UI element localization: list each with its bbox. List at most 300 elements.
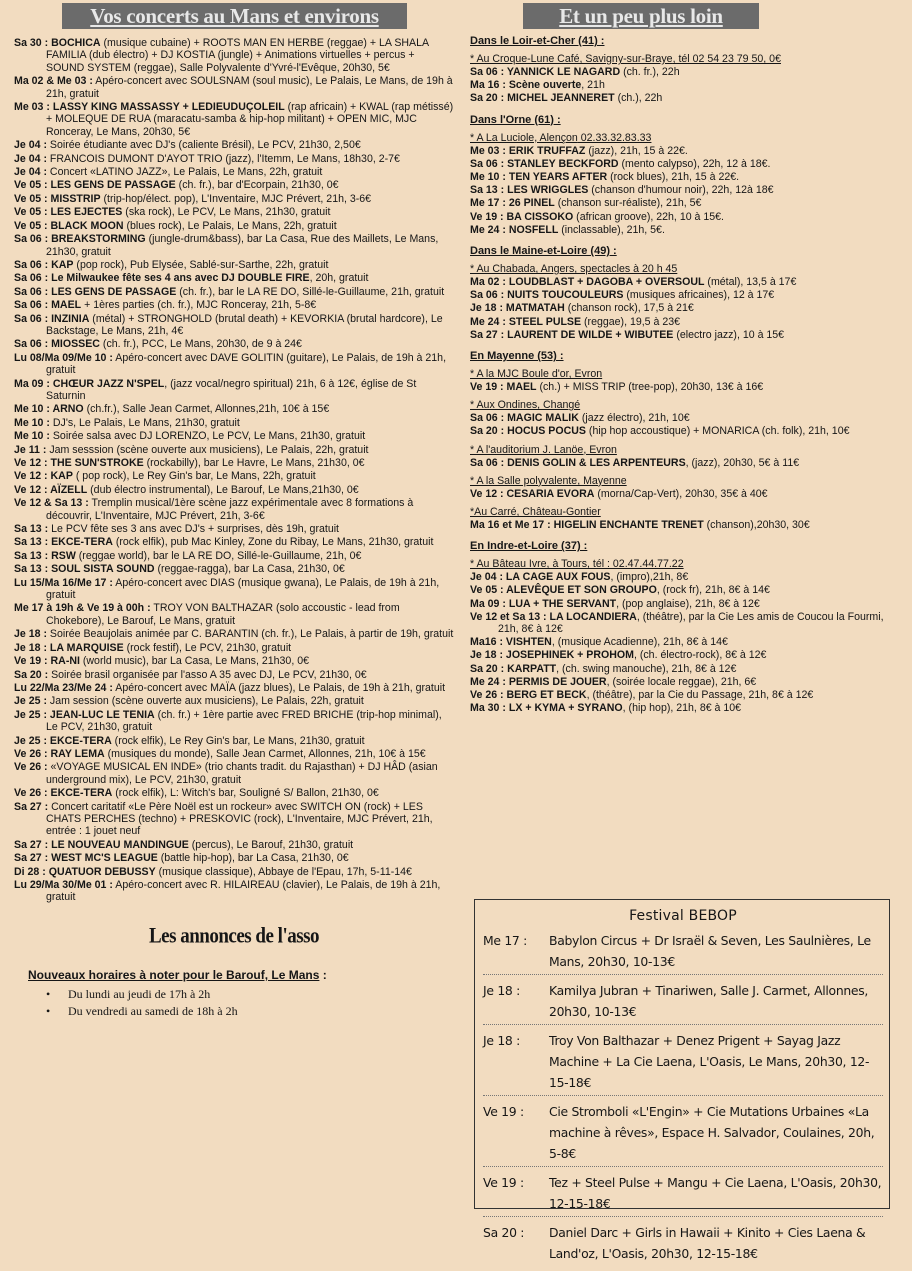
entry-details: Soirée brasil organisée par l'asso A 35 avec DJ, Le PCV, 21h30, 0€	[48, 668, 367, 681]
entry-details: (jungle-drum&bass), bar La Casa, Rue des Maillets, Le Mans, 21h30, gratuit	[46, 233, 439, 258]
entry-details: (musique cubaine) + ROOTS MAN EN HERBE (reggae) + LA SHALA FAMILIA (dub électro) + DJ KOSTIA (jungle) + Animations virtuelles + percus + SOUND SYSTEM (reggae), Salle Polyvalente d'Yvré-l'Evêque, 20h30, 5€	[46, 37, 429, 74]
entry-date-artist: Sa 06 : DENIS GOLIN & LES ARPENTEURS	[470, 456, 686, 469]
entry-details: (rock festif), Le PCV, 21h30, gratuit	[123, 641, 292, 654]
annonce-list	[14, 986, 454, 1020]
region-section	[470, 114, 900, 236]
entry-date-artist: Sa 30 : BOCHICA	[14, 37, 101, 49]
entry-details: , (jazz vocal/negro spiritual) 21h, 6 à 12€, église de St Saturnin	[46, 377, 417, 402]
festival-entry	[483, 1030, 883, 1096]
entry-details: Apéro-concert avec R. HILAIREAU (clavier), Le Palais, de 19h à 21h, gratuit	[46, 879, 441, 904]
concert-entry	[470, 79, 900, 91]
entry-date-artist: Ma 02 & Me 03 :	[14, 75, 93, 88]
entry-details: , (théâtre), par la Cie Les amis de Coucou la Fourmi, 21h, 8€ à 12€	[498, 610, 884, 636]
entry-date-artist: Sa 13 : RSW	[14, 549, 76, 562]
entry-date-artist: Ma 09 : CHŒUR JAZZ N'SPEL	[14, 377, 165, 390]
concert-entry	[14, 536, 454, 548]
entry-date-artist: Ma 02 : LOUDBLAST + DAGOBA + OVERSOUL	[470, 276, 705, 289]
entry-date-artist: Je 04 :	[14, 166, 47, 179]
venue-name: * A La Luciole, Alençon	[470, 131, 578, 144]
entry-details: (trip-hop/élect. pop), L'Inventaire, MJC Prévert, 21h, 3-6€	[100, 192, 372, 205]
concert-entry	[470, 611, 900, 635]
entry-date-artist: Je 18 : MATMATAH	[470, 302, 565, 315]
entry-date-artist: Ve 26 :	[14, 761, 48, 774]
entry-details: (mento calypso), 22h, 12 à 18€.	[618, 157, 771, 170]
venue-info: , tél : 02.47.44.77.22	[587, 558, 684, 571]
entry-details: (rock elfik), L: Witch's bar, Souligné S/ Ballon, 21h30, 0€	[112, 787, 379, 800]
entry-date-artist: Me 17 : 26 PINEL	[470, 197, 555, 210]
concert-entry	[470, 488, 900, 500]
entry-date-artist: Je 18 : LA MARQUISE	[14, 641, 124, 654]
bullet-icon: •	[46, 986, 51, 1001]
left-column	[14, 0, 454, 1020]
entry-date-artist: Sa 13 : LES WRIGGLES	[470, 184, 589, 197]
concert-entry	[14, 417, 454, 429]
venue-name: * Au Croque-Lune Café, Savigny-sur-Braye	[470, 53, 673, 65]
entry-date-artist: Je 11 :	[14, 443, 47, 456]
entry-details: DJ's, Le Palais, Le Mans, 21h30, gratuit	[49, 416, 240, 429]
concert-entry	[14, 523, 454, 535]
entry-date-artist: Ve 12 : AÏZELL	[14, 483, 88, 496]
entry-date-artist: Ve 26 : RAY LEMA	[14, 747, 105, 760]
entry-date-artist: Ve 19 : BA CISSOKO	[470, 210, 574, 223]
entry-date-artist: Ma 16 et Me 17 : HIGELIN ENCHANTE TRENET	[470, 519, 704, 532]
concert-entry	[470, 636, 900, 648]
concert-entry	[470, 571, 900, 583]
concert-entry	[14, 272, 454, 284]
festival-entry	[483, 1101, 883, 1167]
entry-details: (inclassable), 21h, 5€.	[558, 223, 665, 236]
entry-date-artist: Me 10 : ARNO	[14, 403, 84, 416]
concert-entry	[14, 577, 454, 602]
entry-date-artist: Sa 06 : INZINIA	[14, 312, 90, 325]
entry-details: , (jazz), 20h30, 5€ à 11€	[685, 456, 800, 469]
entry-details: (chanson sur-réaliste), 21h, 5€	[554, 197, 702, 210]
entry-date-artist: Sa 06 : YANNICK LE NAGARD	[470, 66, 621, 78]
concert-entry	[470, 649, 900, 661]
entry-date-artist: Me 24 : PERMIS DE JOUER	[470, 675, 607, 688]
venue-name: * A la Salle polyvalente, Mayenne	[470, 474, 627, 487]
entry-details: (ch. fr.), 22h	[620, 66, 680, 78]
venue-name: * A la MJC Boule d'or, Evron	[470, 368, 603, 381]
festival-bebop-box	[474, 899, 890, 1261]
entry-details: (african groove), 22h, 10 à 15€.	[573, 210, 724, 223]
concert-entry	[14, 787, 454, 799]
concert-entry	[470, 584, 900, 596]
festival-entry-text: Tez + Steel Pulse + Mangu + Cie Laena, L'Oasis, 20h30, 12-15-18€	[549, 1175, 882, 1211]
entry-date-artist: Sa 27 :	[14, 800, 49, 813]
concert-entry	[14, 457, 454, 469]
entry-details: (rap africain) + KWAL (rap métissé) + MOLEQUE DE RUA (maracatu-samba & hip-hop militant) + OPEN MIC, MJC Ronceray, Le Mans, 20h30, 5€	[46, 101, 454, 138]
entry-date-artist: Sa 06 : MAEL	[14, 299, 82, 312]
region-section	[470, 245, 900, 341]
entry-date-artist: Sa 06 : LES GENS DE PASSAGE	[14, 285, 177, 298]
concert-entry	[14, 313, 454, 338]
festival-entry-date: Me 17 :	[483, 933, 528, 948]
annonce-heading	[28, 968, 454, 982]
entry-details: Apéro-concert avec MAÏA (jazz blues), Le Palais, de 19h à 21h, gratuit	[112, 681, 446, 694]
concert-entry	[470, 598, 900, 610]
entry-details: , (soirée locale reggae), 21h, 6€	[606, 675, 757, 688]
entry-details: (ch. fr.) + 1ère partie avec FRED BRICHE (trip-hop minimal), Le PCV, 21h30, gratuit	[46, 708, 442, 734]
annonce-item	[14, 986, 454, 1003]
concert-entry	[470, 663, 900, 675]
region-title: En Indre-et-Loire (37) :	[470, 540, 588, 553]
concert-entry	[470, 302, 900, 314]
concert-entry	[470, 702, 900, 714]
festival-entry-date: Je 18 :	[483, 1033, 520, 1048]
concert-entry	[470, 211, 900, 223]
entry-details: (jazz électro), 21h, 10€	[578, 412, 690, 425]
entry-date-artist: Me 24 : NOSFELL	[470, 223, 559, 236]
festival-entry	[483, 1172, 883, 1217]
concert-entry	[14, 352, 454, 377]
entry-date-artist: Me 24 : STEEL PULSE	[470, 315, 582, 328]
festival-entry-text: Troy Von Balthazar + Denez Prigent + Sayag Jazz Machine + La Cie Laena, L'Oasis, Le Mans, 20h30, 12-15-18€	[549, 1033, 870, 1090]
venue-name: * Au Chabada, Angers, spectacles à 20 h 45	[470, 263, 678, 276]
entry-date-artist: Ve 05 : LES EJECTES	[14, 206, 123, 219]
concert-entry	[14, 338, 454, 350]
entry-details: (ch.) + MISS TRIP (tree-pop), 20h30, 13€ à 16€	[536, 381, 764, 394]
entry-details: Apéro-concert avec DIAS (musique gwana), Le Palais, de 19h à 21h, gratuit	[46, 576, 440, 602]
venue-line	[470, 558, 900, 570]
festival-bebop-list	[483, 930, 883, 1264]
entry-details: Apéro-concert avec DAVE GOLITIN (guitare), Le Palais, de 19h à 21h, gratuit	[46, 351, 447, 377]
concert-entry	[14, 179, 454, 191]
entry-date-artist: Sa 06 : Le Milwaukee fête ses 4 ans avec DJ DOUBLE FIRE	[14, 272, 310, 285]
entry-date-artist: Ve 12 : THE SUN'STROKE	[14, 457, 144, 469]
concert-entry	[14, 193, 454, 205]
entry-details: (electro jazz), 10 à 15€	[673, 328, 785, 341]
entry-date-artist: Sa 06 : BREAKSTORMING	[14, 233, 146, 246]
entry-date-artist: Sa 27 : WEST MC'S LEAGUE	[14, 852, 158, 865]
entry-date-artist: Ve 26 : EKCE-TERA	[14, 787, 113, 800]
entry-details: , (pop anglaise), 21h, 8€ à 12€	[616, 597, 760, 610]
entry-date-artist: Me 03 : ERIK TRUFFAZ	[470, 144, 586, 157]
entry-details: Jam session (scène ouverte aux musiciens), Le Palais, 22h, gratuit	[46, 695, 364, 708]
festival-entry-text: Daniel Darc + Girls in Hawaii + Kinito + Cies Laena & Land'oz, L'Oasis, 20h30, 12-15-18€	[549, 1225, 866, 1261]
concert-entry	[470, 316, 900, 328]
concert-entry	[470, 92, 900, 104]
annonce-item-text: Du lundi au jeudi de 17h à 2h	[68, 986, 211, 1001]
festival-entry-date: Sa 20 :	[483, 1225, 525, 1240]
concert-entry	[14, 430, 454, 442]
venue-name: *Au Carré, Château-Gontier	[470, 506, 601, 519]
entry-date-artist: Je 25 : JEAN-LUC LE TENIA	[14, 708, 155, 721]
concert-entry	[470, 689, 900, 701]
entry-date-artist: Je 04 : LA CAGE AUX FOUS	[470, 571, 611, 584]
concert-entry	[14, 839, 454, 851]
entry-date-artist: Ma16 : VISHTEN	[470, 636, 552, 649]
entry-date-artist: Lu 22/Ma 23/Me 24 :	[14, 681, 113, 694]
concert-entry	[14, 695, 454, 707]
entry-details: (pop rock), Pub Elysée, Sablé-sur-Sarthe, 22h, gratuit	[73, 258, 329, 271]
entry-date-artist: Me 10 : TEN YEARS AFTER	[470, 171, 608, 184]
entry-date-artist: Ma 16 : Scène ouverte	[470, 79, 582, 92]
annonce-item	[14, 1003, 454, 1020]
entry-date-artist: Sa 20 : HOCUS POCUS	[470, 425, 586, 438]
entry-date-artist: Je 25 : EKCE-TERA	[14, 734, 112, 747]
venue-line	[470, 263, 900, 275]
entry-details: (percus), Le Barouf, 21h30, gratuit	[188, 838, 354, 851]
concert-entry	[14, 761, 454, 786]
festival-entry-text: Kamilya Jubran + Tinariwen, Salle J. Carmet, Allonnes, 20h30, 10-13€	[549, 983, 869, 1019]
venue-info: , tél 02 54 23 79 50, 0€	[672, 53, 781, 65]
concert-entry	[14, 206, 454, 218]
region-title: Dans le Loir-et-Cher (41) :	[470, 35, 605, 47]
left-concert-list	[14, 37, 454, 904]
entry-date-artist: Sa 06 : MIOSSEC	[14, 338, 100, 351]
entry-details: FRANCOIS DUMONT D'AYOT TRIO (jazz), l'Itemm, Le Mans, 18h30, 2-7€	[46, 152, 400, 165]
entry-date-artist: Je 04 :	[14, 139, 47, 152]
festival-entry-date: Ve 19 :	[483, 1175, 524, 1190]
concert-entry	[14, 75, 454, 100]
concert-entry	[14, 642, 454, 654]
entry-details: (rock blues), 21h, 15 à 22€.	[607, 171, 740, 184]
entry-date-artist: Ve 12 & Sa 13 :	[14, 497, 89, 510]
entry-details: , (musique Acadienne), 21h, 8€ à 14€	[551, 636, 728, 649]
concert-entry	[14, 259, 454, 271]
entry-details: (ska rock), Le PCV, Le Mans, 21h30, gratuit	[122, 206, 331, 219]
venue-name: * Au Bâteau Ivre, à Tours	[470, 558, 587, 571]
entry-details: Jam sesssion (scène ouverte aux musiciens), Le Palais, 22h, gratuit	[46, 443, 369, 456]
entry-details: (reggae world), bar le LA RE DO, Sillé-le-Guillaume, 21h, 0€	[75, 549, 362, 562]
entry-date-artist: Ma 30 : LX + KYMA + SYRANO	[470, 702, 623, 715]
entry-date-artist: Ve 26 : BERG ET BECK	[470, 689, 587, 702]
entry-details: (chanson rock), 17,5 à 21€	[564, 302, 694, 315]
concert-entry	[470, 381, 900, 393]
entry-date-artist: Sa 06 : KAP	[14, 258, 74, 271]
entry-details: (rock elfik), pub Mac Kinley, Zone du Ribay, Le Mans, 21h30, gratuit	[112, 536, 434, 549]
annonce-heading-suffix: :	[319, 967, 327, 982]
region-title: En Mayenne (53) :	[470, 350, 564, 363]
entry-details: , (rock fr), 21h, 8€ à 14€	[656, 584, 770, 597]
festival-entry-date: Ve 19 :	[483, 1104, 524, 1119]
concert-entry	[470, 276, 900, 288]
entry-details: (chanson),20h30, 30€	[703, 519, 810, 532]
entry-date-artist: Je 25 :	[14, 695, 47, 708]
entry-date-artist: Me 03 : LASSY KING MASSASSY + LEDIEUDUÇOLEIL	[14, 101, 285, 114]
entry-details: (rock elfik), Le Rey Gin's bar, Le Mans, 21h30, gratuit	[111, 734, 365, 747]
region-title: Dans le Maine-et-Loire (49) :	[470, 245, 617, 258]
concert-entry	[14, 628, 454, 640]
entry-details: , 20h, gratuit	[309, 272, 369, 285]
entry-date-artist: Je 04 :	[14, 152, 47, 165]
entry-details: (chanson d'humour noir), 22h, 12à 18€	[588, 184, 774, 197]
entry-date-artist: Me 10 :	[14, 430, 50, 443]
concert-entry	[14, 299, 454, 311]
entry-date-artist: Lu 29/Ma 30/Me 01 :	[14, 879, 113, 891]
entry-details: Soirée étudiante avec DJ's (caliente Brésil), Le PCV, 21h30, 2,50€	[46, 139, 361, 152]
concert-entry	[14, 563, 454, 575]
annonce-heading-text: Nouveaux horaires à noter pour le Barouf, Le Mans	[28, 967, 320, 982]
concert-entry	[14, 403, 454, 415]
entry-date-artist: Sa 13 :	[14, 523, 49, 536]
entry-date-artist: Sa 27 : LAURENT DE WILDE + WIBUTEE	[470, 328, 674, 341]
right-sections	[470, 35, 900, 715]
entry-details: (world music), bar La Casa, Le Mans, 21h30, 0€	[79, 655, 309, 668]
entry-date-artist: Sa 27 : LE NOUVEAU MANDINGUE	[14, 838, 189, 851]
festival-entry-text: Babylon Circus + Dr Israël & Seven, Les Saulnières, Le Mans, 20h30, 10-13€	[549, 933, 871, 969]
annonce-item-text: Du vendredi au samedi de 18h à 2h	[68, 1003, 238, 1018]
entry-details: (dub électro instrumental), Le Barouf, Le Mans,21h30, 0€	[87, 483, 359, 496]
entry-details: (musiques africaines), 12 à 17€	[623, 289, 775, 302]
left-banner: Vos concerts au Mans et environs	[62, 3, 407, 29]
concert-entry	[470, 412, 900, 424]
region-section	[470, 35, 900, 105]
concert-entry	[470, 519, 900, 531]
entry-date-artist: Ve 05 : LES GENS DE PASSAGE	[14, 179, 176, 192]
concert-entry	[14, 153, 454, 165]
entry-date-artist: Ve 05 : MISSTRIP	[14, 192, 101, 205]
entry-details: (rockabilly), bar Le Havre, Le Mans, 21h30, 0€	[143, 457, 365, 469]
festival-entry	[483, 1222, 883, 1264]
entry-date-artist: Sa 20 : KARPATT	[470, 662, 557, 675]
entry-details: (jazz), 21h, 15 à 22€.	[585, 144, 688, 157]
entry-details: (métal), 13,5 à 17€	[704, 276, 797, 289]
concert-entry	[14, 166, 454, 178]
entry-date-artist: Ve 12 : CESARIA EVORA	[470, 487, 595, 500]
entry-date-artist: Sa 13 : SOUL SISTA SOUND	[14, 563, 155, 576]
concert-entry	[14, 550, 454, 562]
concert-entry	[14, 233, 454, 258]
venue-name: * Aux Ondines, Changé	[470, 399, 581, 412]
entry-details: Concert caritatif «Le Père Noël est un rockeur» avec SWITCH ON (rock) + LES CHATS PERCHES (techno) + PRESKOVIC (rock), L'Inventaire, MJC Prévert, 21h, entrée : 1 jouet neuf	[46, 800, 433, 838]
entry-date-artist: Sa 06 : STANLEY BECKFORD	[470, 157, 619, 170]
right-column	[470, 0, 900, 716]
concert-entry	[14, 669, 454, 681]
festival-entry	[483, 930, 883, 975]
entry-details: ( pop rock), Le Rey Gin's bar, Le Mans, 22h, gratuit	[72, 470, 316, 483]
entry-details: (musique classique), Abbaye de l'Epau, 17h, 5-11-14€	[155, 865, 412, 878]
annonces-title: Les annonces de l'asso	[148, 924, 320, 949]
entry-date-artist: Ve 05 : BLACK MOON	[14, 219, 124, 232]
entry-date-artist: Ve 19 : RA-NI	[14, 655, 80, 668]
entry-date-artist: Sa 06 : MAGIC MALIK	[470, 412, 579, 425]
entry-details: TROY VON BALTHAZAR (solo accoustic - lead from Chokebore), Le Barouf, Le Mans, gratuit	[46, 602, 400, 627]
concert-entry	[470, 145, 900, 157]
entry-details: (hip hop accoustique) + MONARICA (ch. folk), 21h, 10€	[585, 425, 850, 438]
concert-entry	[470, 224, 900, 236]
entry-date-artist: Ve 05 : ALEVÊQUE ET SON GROUPO	[470, 584, 657, 597]
concert-entry	[470, 425, 900, 437]
concert-entry	[470, 289, 900, 301]
concert-entry	[14, 709, 454, 734]
entry-details: (métal) + STRONGHOLD (brutal death) + KEVORKIA (brutal hardcore), Le Backstage, Le Mans, 21h, 4€	[46, 312, 443, 337]
concert-entry	[14, 852, 454, 864]
concert-entry	[14, 484, 454, 496]
entry-date-artist: Sa 20 : MICHEL JEANNERET	[470, 92, 615, 105]
concert-entry	[14, 682, 454, 694]
region-title: Dans l'Orne (61) :	[470, 113, 561, 126]
entry-date-artist: Je 18 :	[14, 628, 47, 641]
concert-entry	[14, 879, 454, 904]
concert-entry	[14, 655, 454, 667]
entry-date-artist: Ve 12 : KAP	[14, 470, 73, 483]
entry-details: (battle hip-hop), bar La Casa, 21h30, 0€	[157, 852, 349, 865]
concert-entry	[470, 329, 900, 341]
concert-entry	[14, 866, 454, 878]
entry-date-artist: Sa 20 :	[14, 668, 49, 681]
entry-details: (ch. fr.), bar d'Ecorpain, 21h30, 0€	[175, 179, 339, 192]
concert-entry	[14, 444, 454, 456]
entry-date-artist: Je 18 : JOSEPHINEK + PROHOM	[470, 649, 634, 662]
entry-date-artist: Ma 09 : LUA + THE SERVANT	[470, 597, 617, 610]
entry-details: Soirée salsa avec DJ LORENZO, Le PCV, Le Mans, 21h30, gratuit	[49, 430, 366, 443]
concert-entry	[14, 220, 454, 232]
concert-entry	[14, 378, 454, 403]
concert-entry	[14, 37, 454, 74]
festival-entry	[483, 980, 883, 1025]
entry-details: + 1ères parties (ch. fr.), MJC Ronceray, 21h, 5-8€	[81, 299, 317, 312]
concert-entry	[14, 801, 454, 838]
entry-details: (ch.fr.), Salle Jean Carmet, Allonnes,21h, 10€ à 15€	[83, 403, 330, 416]
entry-date-artist: Me 17 à 19h & Ve 19 à 00h :	[14, 602, 151, 615]
entry-details: (ch. fr.), bar le LA RE DO, Sillé-le-Guillaume, 21h, gratuit	[176, 285, 445, 298]
entry-date-artist: Sa 06 : NUITS TOUCOULEURS	[470, 289, 624, 302]
entry-details: (morna/Cap-Vert), 20h30, 35€ à 40€	[594, 487, 768, 500]
entry-details: , (théâtre), par la Cie du Passage, 21h, 8€ à 12€	[586, 689, 814, 702]
entry-details: Concert «LATINO JAZZ», Le Palais, Le Mans, 22h, gratuit	[46, 166, 323, 179]
entry-date-artist: Ve 12 et Sa 13 : LA LOCANDIERA	[470, 610, 637, 623]
entry-date-artist: Ve 19 : MAEL	[470, 381, 537, 394]
concert-entry	[470, 676, 900, 688]
entry-details: , (ch. swing manouche), 21h, 8€ à 12€	[556, 662, 737, 675]
concert-entry	[470, 197, 900, 209]
concert-entry	[14, 286, 454, 298]
entry-details: , 21h	[581, 79, 605, 92]
entry-details: Soirée Beaujolais animée par C. BARANTIN (ch. fr.), Le Palais, à partir de 19h, gratuit	[46, 628, 454, 641]
concert-entry	[470, 457, 900, 469]
concert-entry	[470, 66, 900, 78]
venue-line	[470, 132, 900, 144]
venue-line	[470, 53, 900, 65]
region-section-mayenne	[470, 350, 900, 531]
region-section-indre	[470, 540, 900, 714]
concert-entry	[14, 602, 454, 627]
entry-details: (ch.), 22h	[614, 92, 663, 105]
entry-details: , (ch. électro-rock), 8€ à 12€	[633, 649, 767, 662]
entry-details: Apéro-concert avec SOULSNAM (soul music), Le Palais, Le Mans, de 19h à 21h, gratuit	[46, 75, 453, 100]
concert-entry	[470, 171, 900, 183]
entry-details: «VOYAGE MUSICAL EN INDE» (trio chants tradit. du Rajasthan) + DJ HÂD (asian underground mix), Le PCV, 21h30, gratuit	[46, 761, 438, 786]
concert-entry	[14, 470, 454, 482]
concert-entry	[14, 497, 454, 522]
festival-entry-date: Je 18 :	[483, 983, 520, 998]
entry-date-artist: Di 28 : QUATUOR DEBUSSY	[14, 865, 156, 878]
concert-entry	[470, 158, 900, 170]
entry-details: (reggae-ragga), bar La Casa, 21h30, 0€	[154, 563, 345, 576]
entry-date-artist: Lu 15/Ma 16/Me 17 :	[14, 576, 113, 589]
entry-details: Le PCV fête ses 3 ans avec DJ's + surprises, dès 19h, gratuit	[48, 523, 340, 536]
entry-details: Tremplin musical/1ère scène jazz expérimentale avec 8 formations à découvrir, L'Inventaire, MJC Prévert, 21h, 3-6€	[46, 497, 414, 522]
entry-details: (ch. fr.), PCC, Le Mans, 20h30, de 9 à 24€	[99, 338, 302, 351]
entry-date-artist: Me 10 :	[14, 416, 50, 429]
venue-name: * A l'auditorium J. Lanöe, Evron	[470, 443, 617, 456]
venue-info: 02.33.32.83.33	[577, 131, 652, 144]
right-banner: Et un peu plus loin	[523, 3, 759, 29]
festival-entry-text: Cie Stromboli «L'Engin» + Cie Mutations Urbaines «La machine à rêves», Espace H. Salvador, Coulaines, 20h, 5-8€	[549, 1104, 875, 1161]
entry-date-artist: Lu 08/Ma 09/Me 10 :	[14, 351, 113, 364]
concert-entry	[470, 184, 900, 196]
entry-date-artist: Sa 13 : EKCE-TERA	[14, 536, 113, 549]
entry-details: , (hip hop), 21h, 8€ à 10€	[622, 702, 742, 715]
entry-details: (reggae), 19,5 à 23€	[581, 315, 681, 328]
concert-entry	[14, 139, 454, 151]
entry-details: , (impro),21h, 8€	[610, 571, 689, 584]
concert-entry	[14, 735, 454, 747]
bullet-icon: •	[46, 1003, 51, 1018]
entry-details: (musiques du monde), Salle Jean Carmet, Allonnes, 21h, 10€ à 15€	[104, 747, 426, 760]
